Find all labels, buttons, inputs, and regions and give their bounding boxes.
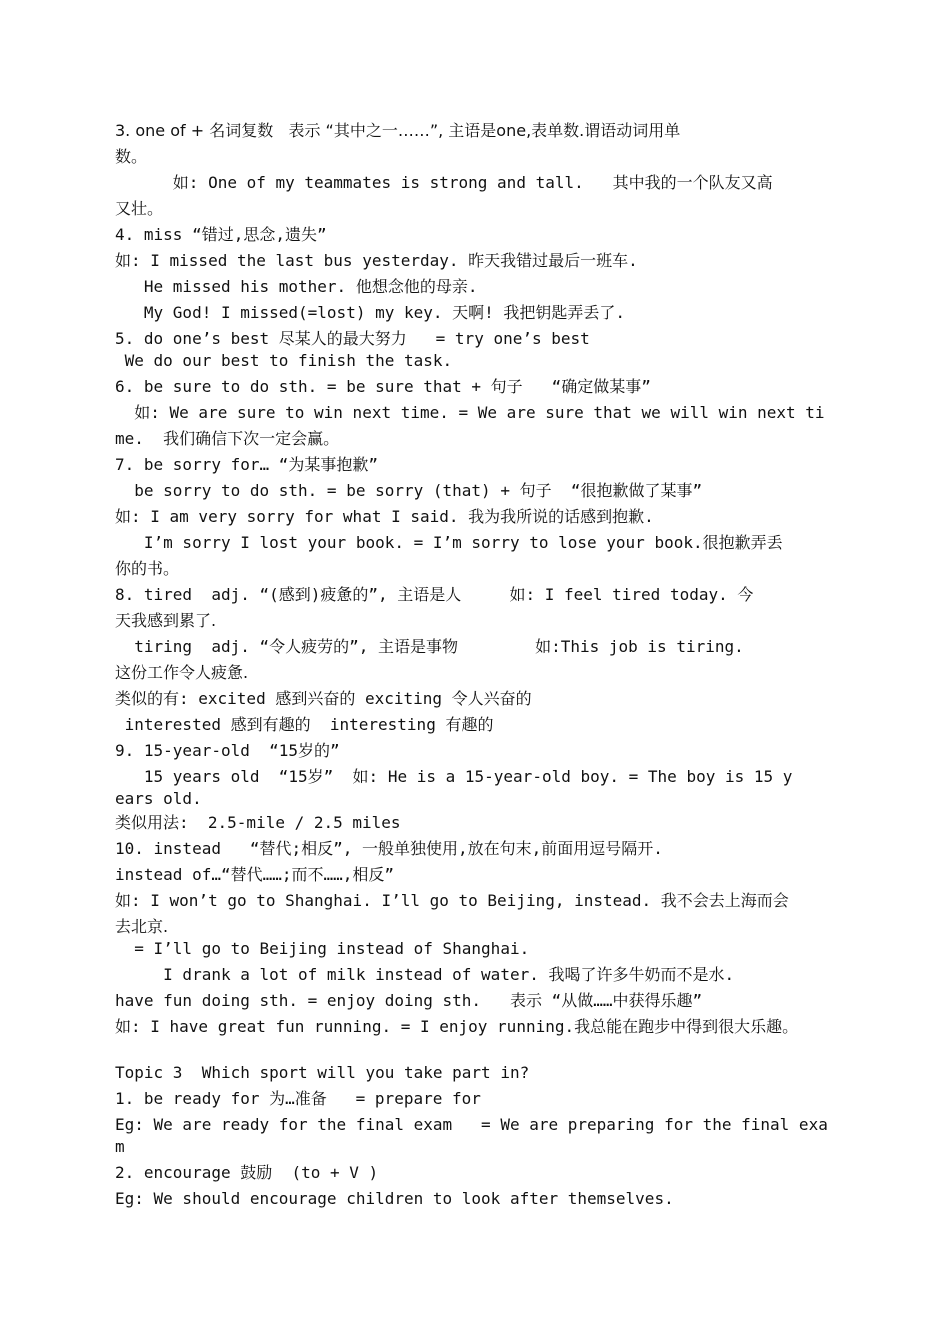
text-line: I drank a lot of milk instead of water. 我喝了许多牛奶而不是水. bbox=[115, 965, 735, 984]
text-line: 又壮。 bbox=[115, 199, 164, 218]
text-line: Eg: We should encourage children to look after themselves. bbox=[115, 1189, 674, 1208]
text-line: instead of…“替代……;而不……,相反” bbox=[115, 865, 395, 884]
text-line: be sorry to do sth. = be sorry (that) + 句子 “很抱歉做了某事” bbox=[115, 481, 703, 500]
text-line: 类似的有: excited 感到兴奋的 exciting 令人兴奋的 bbox=[115, 689, 532, 708]
text-line: 如: I won’t go to Shanghai. I’ll go to Beijing, instead. 我不会去上海而会 bbox=[115, 891, 789, 910]
section-heading: Topic 3 Which sport will you take part in? bbox=[115, 1063, 530, 1082]
text-line: 4. miss “错过,思念,遗失” bbox=[115, 225, 327, 244]
text-line: 6. be sure to do sth. = be sure that + 句子 “确定做某事” bbox=[115, 377, 651, 396]
text-line: 如: I missed the last bus yesterday. 昨天我错过最后一班车. bbox=[115, 251, 638, 270]
text-line: 1. be ready for 为…准备 = prepare for bbox=[115, 1089, 481, 1108]
text-line: 去北京. bbox=[115, 917, 169, 936]
text-line: He missed his mother. 他想念他的母亲. bbox=[115, 277, 478, 296]
text-line: me. 我们确信下次一定会赢。 bbox=[115, 429, 340, 448]
text-line: 8. tired adj. “(感到)疲惫的”, 主语是人 如: I feel tired today. 今 bbox=[115, 585, 754, 604]
text-line: 你的书。 bbox=[115, 559, 180, 578]
text-line: 如: I am very sorry for what I said. 我为我所说的话感到抱歉. bbox=[115, 507, 654, 526]
text-line: 7. be sorry for… “为某事抱歉” bbox=[115, 455, 379, 474]
text-line: interested 感到有趣的 interesting 有趣的 bbox=[115, 715, 494, 734]
text-line: We do our best to finish the task. bbox=[115, 351, 453, 370]
text-line: 10. instead “替代;相反”, 一般单独使用,放在句末,前面用逗号隔开. bbox=[115, 839, 663, 858]
text-line: 2. encourage 鼓励 (to + V ) bbox=[115, 1163, 379, 1182]
text-line: 15 years old “15岁” 如: He is a 15-year-old boy. = The boy is 15 y bbox=[115, 767, 793, 786]
text-line: 3. one of + 名词复数 表示 “其中之一……”, 主语是one,表单数.谓语动词用单 bbox=[115, 121, 681, 140]
text-line: 5. do one’s best 尽某人的最大努力 = try one’s best bbox=[115, 329, 590, 348]
text-line: 如: We are sure to win next time. = We are sure that we will win next ti bbox=[115, 403, 825, 422]
text-line: 类似用法: 2.5-mile / 2.5 miles bbox=[115, 813, 401, 832]
text-line: ears old. bbox=[115, 789, 202, 808]
text-line: 数。 bbox=[115, 147, 148, 166]
text-line: My God! I missed(=lost) my key. 天啊! 我把钥匙弄丢了. bbox=[115, 303, 626, 322]
text-line: Eg: We are ready for the final exam = We are preparing for the final exa bbox=[115, 1115, 828, 1134]
text-line: I’m sorry I lost your book. = I’m sorry to lose your book.很抱歉弄丢 bbox=[115, 533, 783, 552]
text-line: 天我感到累了. bbox=[115, 611, 217, 630]
text-line: 9. 15-year-old “15岁的” bbox=[115, 741, 340, 760]
text-line: 如: I have great fun running. = I enjoy running.我总能在跑步中得到很大乐趣。 bbox=[115, 1017, 799, 1036]
text-line: m bbox=[115, 1137, 125, 1156]
text-line: 这份工作令人疲惫. bbox=[115, 663, 249, 682]
text-line: tiring adj. “令人疲劳的”, 主语是事物 如:This job is tiring. bbox=[115, 637, 744, 656]
text-line: have fun doing sth. = enjoy doing sth. 表示 “从做……中获得乐趣” bbox=[115, 991, 703, 1010]
text-line: 如: One of my teammates is strong and tall. 其中我的一个队友又高 bbox=[115, 173, 773, 192]
text-line: = I’ll go to Beijing instead of Shanghai. bbox=[115, 939, 530, 958]
